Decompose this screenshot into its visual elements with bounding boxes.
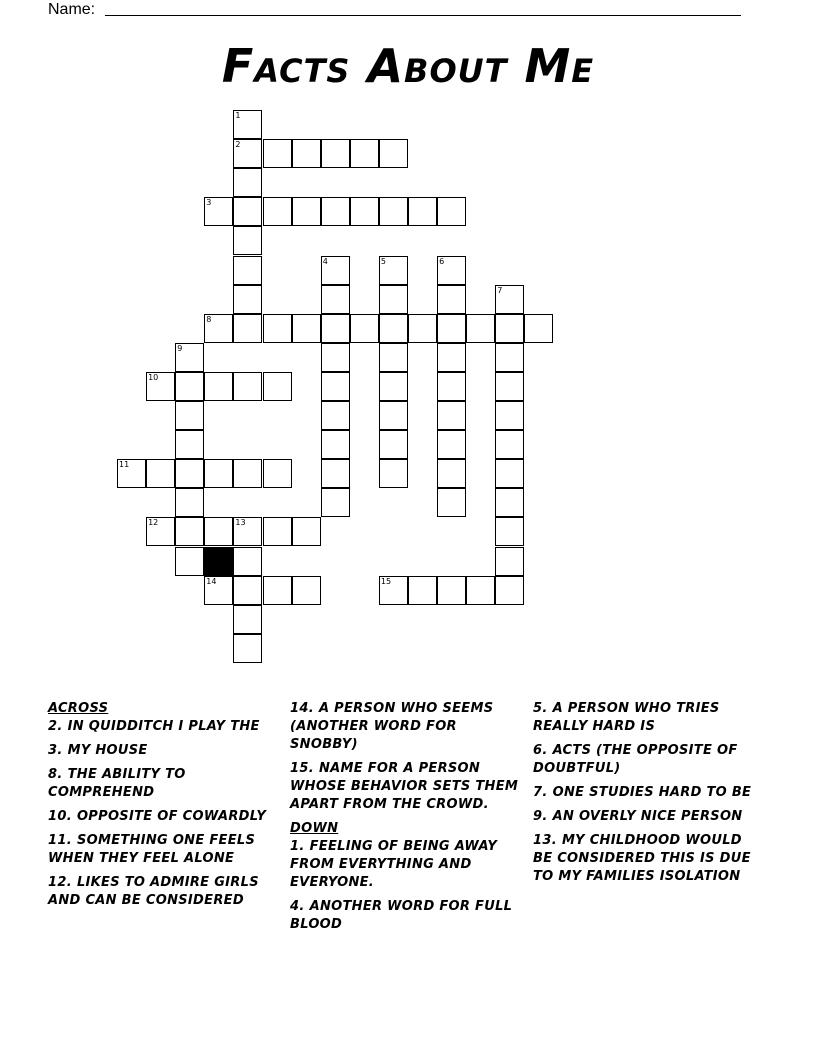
crossword-cell[interactable] xyxy=(321,430,350,459)
crossword-cell[interactable] xyxy=(495,517,524,546)
across-clue: 15. NAME FOR A PERSON WHOSE BEHAVIOR SETS THEM APART FROM THE CROWD. xyxy=(290,761,519,812)
crossword-cell[interactable] xyxy=(175,343,204,372)
crossword-cell[interactable] xyxy=(292,197,321,226)
crossword-cell[interactable] xyxy=(233,459,262,488)
crossword-cell[interactable] xyxy=(321,372,350,401)
crossword-cell[interactable] xyxy=(233,226,262,255)
crossword-cell[interactable] xyxy=(233,547,262,576)
crossword-cell[interactable] xyxy=(379,314,408,343)
clues-column-3 xyxy=(533,700,758,892)
crossword-cell[interactable] xyxy=(233,605,262,634)
crossword-cell[interactable] xyxy=(146,459,175,488)
clue-number: 6 xyxy=(439,256,445,266)
crossword-cell[interactable] xyxy=(204,459,233,488)
across-clue: 11. SOMETHING ONE FEELS WHEN THEY FEEL ALONE xyxy=(48,833,256,866)
crossword-cell[interactable] xyxy=(175,430,204,459)
crossword-cell[interactable] xyxy=(117,459,146,488)
clue-number: 3 xyxy=(206,198,212,208)
crossword-cell[interactable] xyxy=(524,314,553,343)
crossword-cell[interactable] xyxy=(437,401,466,430)
clue-number: 11 xyxy=(119,460,130,470)
crossword-cell[interactable] xyxy=(146,517,175,546)
crossword-cell[interactable] xyxy=(175,401,204,430)
crossword-cell[interactable] xyxy=(321,256,350,285)
crossword-cell[interactable] xyxy=(233,256,262,285)
crossword-cell[interactable] xyxy=(495,430,524,459)
crossword-cell[interactable] xyxy=(495,488,524,517)
crossword-cell[interactable] xyxy=(233,517,262,546)
page-title: Facts About Me xyxy=(221,39,595,93)
clues-column-2 xyxy=(290,700,525,940)
crossword-cell[interactable] xyxy=(437,488,466,517)
crossword-cell[interactable] xyxy=(437,576,466,605)
crossword-cell[interactable] xyxy=(292,139,321,168)
clue-number: 12 xyxy=(148,518,159,528)
crossword-cell[interactable] xyxy=(437,430,466,459)
crossword-cell[interactable] xyxy=(495,314,524,343)
across-clue: 12. LIKES TO ADMIRE GIRLS AND CAN BE CONSIDERED xyxy=(48,875,259,908)
across-clue: 14. A PERSON WHO SEEMS (ANOTHER WORD FOR SNOBBY) xyxy=(290,701,494,752)
clue-number: 4 xyxy=(322,256,328,266)
crossword-cell[interactable] xyxy=(495,576,524,605)
clue-number: 5 xyxy=(380,256,386,266)
crossword-cell[interactable] xyxy=(204,576,233,605)
crossword-cell[interactable] xyxy=(495,285,524,314)
crossword-cell[interactable] xyxy=(437,256,466,285)
crossword-cell[interactable] xyxy=(204,517,233,546)
crossword-cell[interactable] xyxy=(175,547,204,576)
clues-column-1 xyxy=(48,700,283,916)
down-clue: 9. AN OVERLY NICE PERSON xyxy=(533,809,743,824)
crossword-cell[interactable] xyxy=(350,139,379,168)
crossword-cell[interactable] xyxy=(495,343,524,372)
crossword-cell[interactable] xyxy=(233,576,262,605)
crossword-cell[interactable] xyxy=(146,372,175,401)
crossword-cell[interactable] xyxy=(379,139,408,168)
crossword-cell[interactable] xyxy=(379,285,408,314)
crossword-cell[interactable] xyxy=(292,314,321,343)
crossword-cell[interactable] xyxy=(437,314,466,343)
crossword-cell[interactable] xyxy=(175,488,204,517)
crossword-cell[interactable] xyxy=(321,459,350,488)
crossword-cell[interactable] xyxy=(350,197,379,226)
crossword-cell[interactable] xyxy=(292,576,321,605)
crossword-cell[interactable] xyxy=(466,576,495,605)
crossword-cell[interactable] xyxy=(321,314,350,343)
crossword-cell[interactable] xyxy=(233,110,262,139)
clue-number: 2 xyxy=(235,140,241,150)
crossword-cell[interactable] xyxy=(263,459,292,488)
crossword-cell[interactable] xyxy=(321,285,350,314)
across-clue: 2. IN QUIDDITCH I PLAY THE xyxy=(48,719,260,734)
crossword-cell[interactable] xyxy=(263,576,292,605)
crossword-cell[interactable] xyxy=(263,139,292,168)
clue-number: 1 xyxy=(235,111,241,120)
crossword-cell[interactable] xyxy=(437,459,466,488)
across-clue: 10. OPPOSITE OF COWARDLY xyxy=(48,809,267,824)
clue-number: 7 xyxy=(497,285,503,295)
crossword-cell[interactable] xyxy=(437,372,466,401)
crossword-cell[interactable] xyxy=(379,372,408,401)
crossword-cell[interactable] xyxy=(175,372,204,401)
across-clue: 8. THE ABILITY TO COMPREHEND xyxy=(48,767,186,800)
crossword-cell[interactable] xyxy=(204,372,233,401)
across-heading: ACROSS xyxy=(48,701,109,716)
crossword-cell[interactable] xyxy=(495,459,524,488)
down-clue: 7. ONE STUDIES HARD TO BE xyxy=(533,785,752,800)
crossword-cell[interactable] xyxy=(437,343,466,372)
crossword-cell[interactable] xyxy=(204,197,233,226)
crossword-cell[interactable] xyxy=(321,197,350,226)
clue-number: 8 xyxy=(206,314,212,324)
crossword-cell[interactable] xyxy=(379,430,408,459)
crossword-cell[interactable] xyxy=(466,314,495,343)
crossword-cell[interactable] xyxy=(495,547,524,576)
crossword-cell[interactable] xyxy=(233,139,262,168)
crossword-cell[interactable] xyxy=(233,314,262,343)
name-label: Name: xyxy=(48,1,96,18)
crossword-cell[interactable] xyxy=(495,401,524,430)
crossword-cell[interactable] xyxy=(437,197,466,226)
crossword-cell[interactable] xyxy=(379,197,408,226)
crossword-cell[interactable] xyxy=(408,197,437,226)
crossword-cell[interactable] xyxy=(379,343,408,372)
crossword-cell[interactable] xyxy=(350,314,379,343)
crossword-cell[interactable] xyxy=(175,517,204,546)
down-heading: DOWN xyxy=(290,821,339,836)
crossword-cell[interactable] xyxy=(321,139,350,168)
clue-number: 9 xyxy=(177,343,183,353)
crossword-cell[interactable] xyxy=(321,343,350,372)
crossword-cell[interactable] xyxy=(233,285,262,314)
crossword-cell[interactable] xyxy=(495,372,524,401)
down-clue: 5. A PERSON WHO TRIES REALLY HARD IS xyxy=(533,701,720,734)
clue-number: 14 xyxy=(206,576,217,586)
down-clue: 13. MY CHILDHOOD WOULD BE CONSIDERED THIS IS DUE TO MY FAMILIES ISOLATION xyxy=(533,833,751,884)
crossword-cell[interactable] xyxy=(233,197,262,226)
down-clue: 4. ANOTHER WORD FOR FULL BLOOD xyxy=(290,899,513,932)
crossword-block xyxy=(204,547,233,576)
crossword-cell[interactable] xyxy=(408,314,437,343)
crossword-cell[interactable] xyxy=(263,517,292,546)
crossword-cell[interactable] xyxy=(379,459,408,488)
crossword-cell[interactable] xyxy=(175,459,204,488)
clue-number: 10 xyxy=(148,372,159,382)
crossword-cell[interactable] xyxy=(263,314,292,343)
crossword-cell[interactable] xyxy=(379,576,408,605)
crossword-cell[interactable] xyxy=(233,168,262,197)
crossword-cell[interactable] xyxy=(233,372,262,401)
crossword-cell[interactable] xyxy=(263,372,292,401)
name-line[interactable] xyxy=(105,15,741,16)
crossword-cell[interactable] xyxy=(437,285,466,314)
crossword-cell[interactable] xyxy=(263,197,292,226)
clue-number: 13 xyxy=(235,518,246,528)
crossword-cell[interactable] xyxy=(408,576,437,605)
clue-number: 15 xyxy=(380,576,392,586)
crossword-cell[interactable] xyxy=(321,488,350,517)
down-clue: 1. FEELING OF BEING AWAY FROM EVERYTHING AND EVERYONE. xyxy=(290,839,498,890)
crossword-cell[interactable] xyxy=(204,314,233,343)
down-clue: 6. ACTS (THE OPPOSITE OF DOUBTFUL) xyxy=(533,743,738,776)
crossword-cell[interactable] xyxy=(321,401,350,430)
crossword-cell[interactable] xyxy=(233,634,262,663)
crossword-cell[interactable] xyxy=(379,401,408,430)
across-clue: 3. MY HOUSE xyxy=(48,743,148,758)
crossword-cell[interactable] xyxy=(379,256,408,285)
crossword-cell[interactable] xyxy=(292,517,321,546)
